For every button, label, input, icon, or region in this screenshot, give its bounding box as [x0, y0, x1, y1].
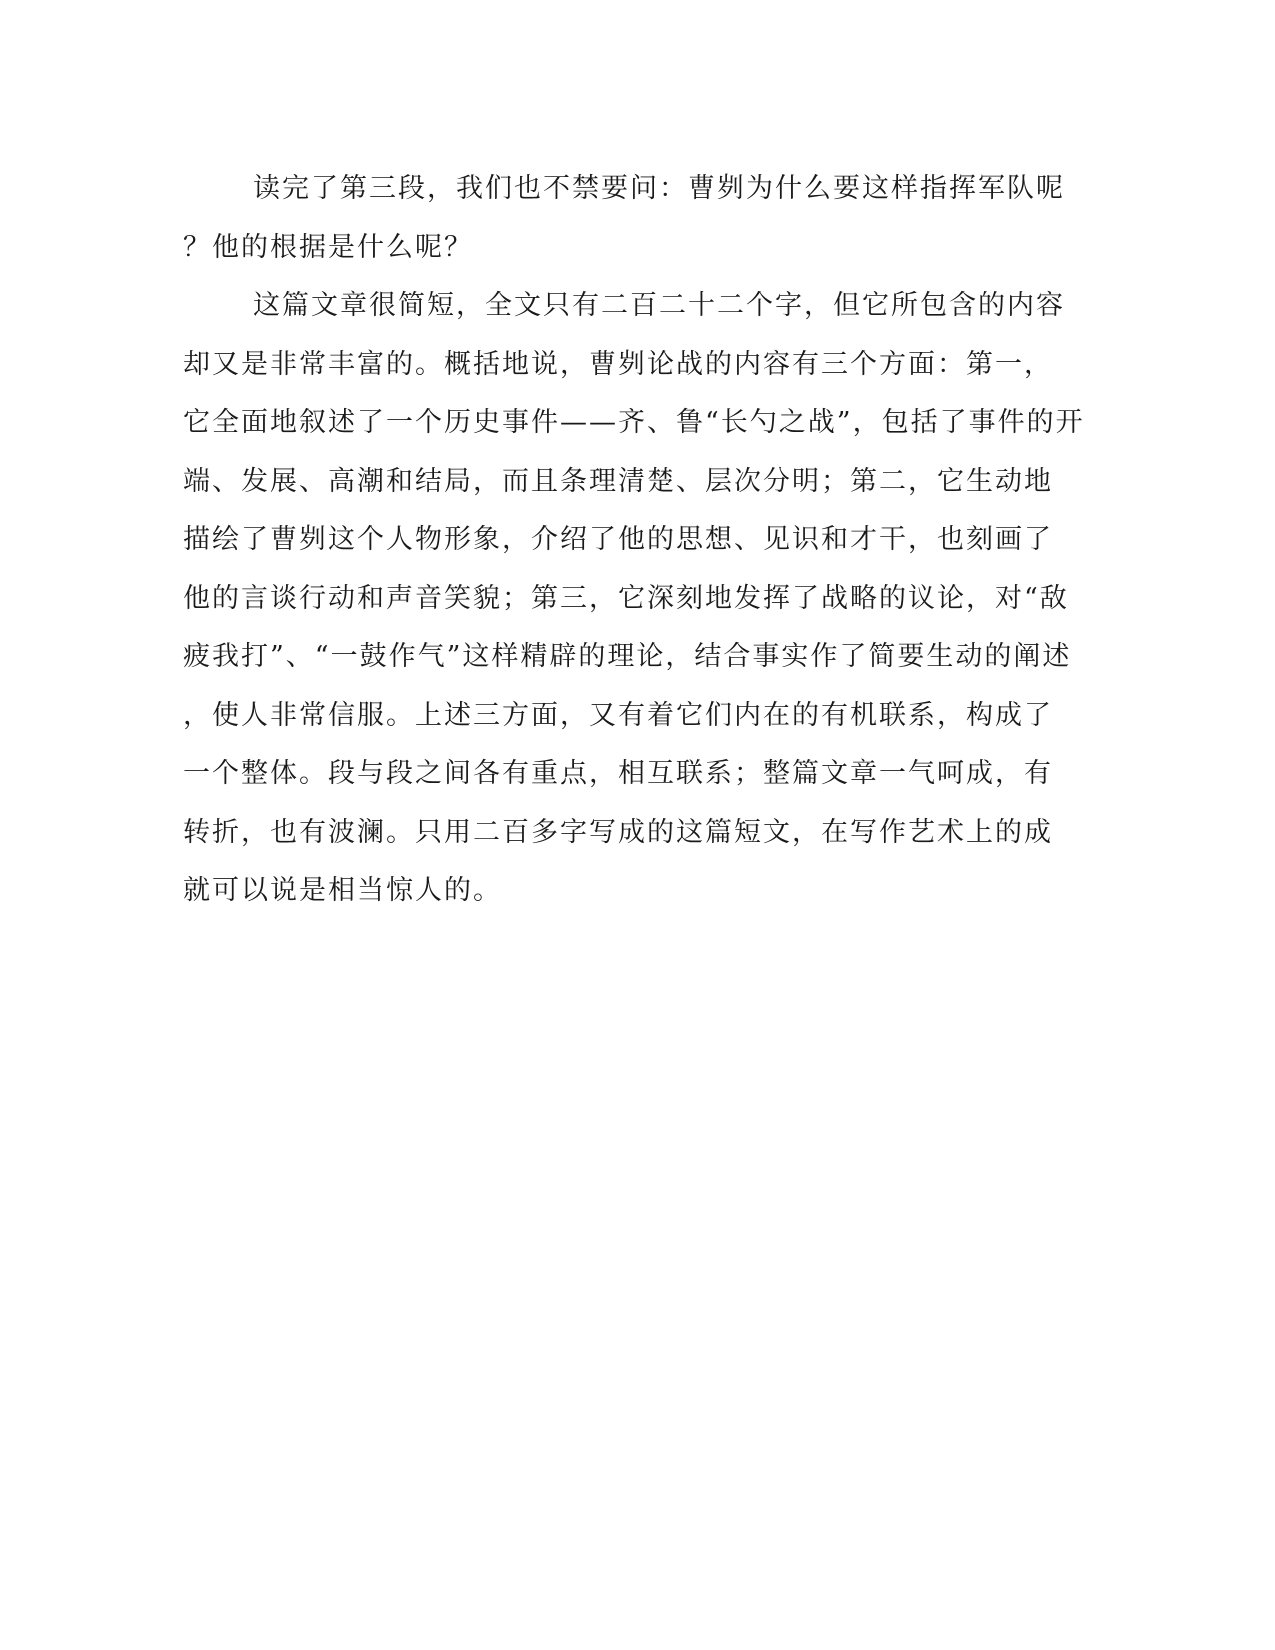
paragraph-2 — [183, 277, 1085, 921]
paragraph-line: ，使人非常信服。上述三方面，又有着它们内在的有机联系，构成了 — [183, 699, 1053, 731]
paragraph-line: 描绘了曹刿这个人物形象，介绍了他的思想、见识和才干，也刻画了 — [183, 524, 1053, 555]
paragraph-line: 转折，也有波澜。只用二百多字写成的这篇短文，在写作艺术上的成 — [183, 816, 1053, 848]
paragraph-line: 读完了第三段，我们也不禁要问：曹刿为什么要这样指挥军队呢 — [253, 173, 1065, 204]
paragraph-line: 他的言谈行动和声音笑貌；第三，它深刻地发挥了战略的议论，对“敌 — [183, 582, 1069, 614]
paragraph-line: 端、发展、高潮和结局，而且条理清楚、层次分明；第二，它生动地 — [183, 465, 1053, 497]
paragraph-line: 却又是非常丰富的。概括地说，曹刿论战的内容有三个方面：第一， — [183, 348, 1053, 380]
document-body — [183, 160, 1085, 921]
paragraph-line: 疲我打”、“一鼓作气”这样精辟的理论，结合事实作了简要生动的阐述 — [183, 641, 1072, 672]
paragraph-line: ？他的根据是什么呢？ — [183, 231, 473, 263]
paragraph-line: 它全面地叙述了一个历史事件——齐、鲁“长勺之战”，包括了事件的开 — [183, 407, 1085, 438]
paragraph-line: 一个整体。段与段之间各有重点，相互联系；整篇文章一气呵成，有 — [183, 758, 1053, 789]
paragraph-line: 这篇文章很简短，全文只有二百二十二个字，但它所包含的内容 — [253, 290, 1065, 321]
paragraph-1 — [183, 160, 1065, 277]
paragraph-line: 就可以说是相当惊人的。 — [183, 875, 502, 906]
